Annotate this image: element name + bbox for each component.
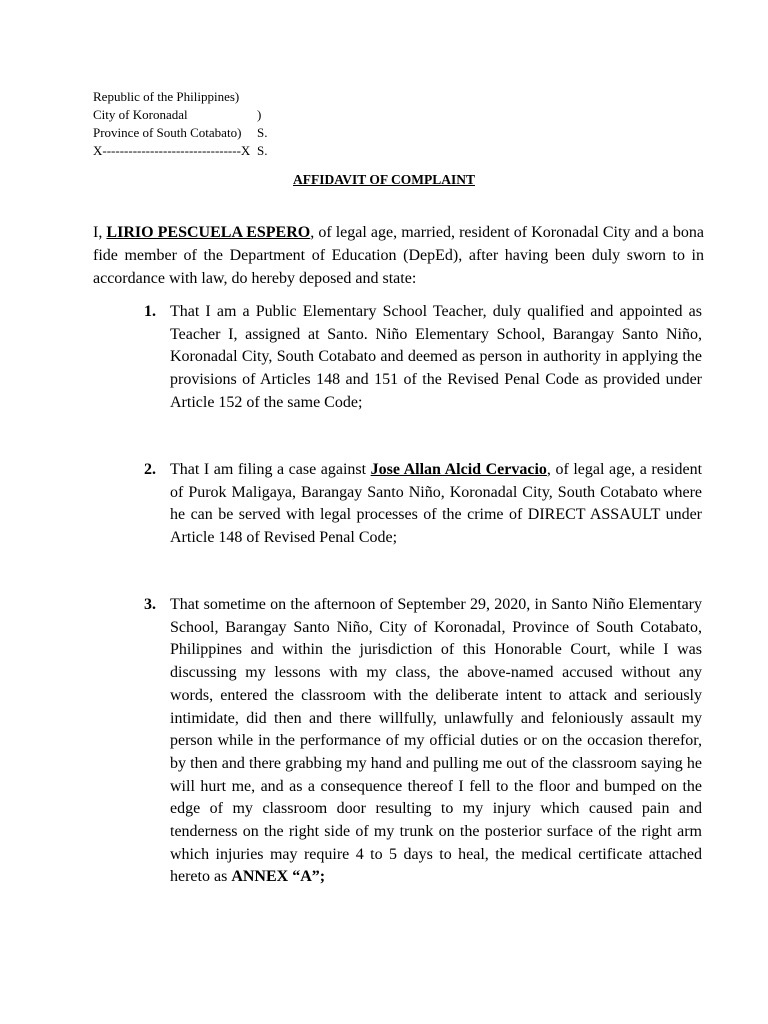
document-title: AFFIDAVIT OF COMPLAINT bbox=[292, 172, 475, 187]
venue-republic: Republic of the Philippines) bbox=[93, 89, 240, 104]
paragraph-3-number: 3. bbox=[144, 596, 156, 613]
venue-ss: ) S. S. bbox=[257, 107, 268, 158]
paragraph-2-post: , of legal age, a resident of Purok Maligaya, Barangay Santo Niño, Koronadal City, South Cotabato where he can be served with legal processes of the crime of DIRECT ASSAULT under Article 148 of Revised Penal Code; bbox=[170, 461, 703, 547]
venue-city: City of Koronadal bbox=[93, 107, 188, 122]
intro-paragraph bbox=[93, 221, 704, 290]
paragraph-3 bbox=[170, 594, 702, 889]
paragraph-1-text: That I am a Public Elementary School Teacher, duly qualified and appointed as Teacher I, assigned at Santo. Niño Elementary School, Barangay Santo Niño, Koronadal City, South Cotabato and deemed as person in authority in applying the provisions of Articles 148 and 151 of the Revised Penal Code as provided under Article 152 of the same Code; bbox=[170, 303, 702, 411]
intro-prefix: I, bbox=[93, 224, 107, 241]
venue-province: Province of South Cotabato) bbox=[93, 125, 242, 140]
respondent-name: Jose Allan Alcid Cervacio bbox=[370, 461, 547, 478]
affiant-name: LIRIO PESCUELA ESPERO bbox=[106, 224, 311, 241]
venue-block bbox=[93, 88, 268, 160]
paragraph-3-text: That sometime on the afternoon of September 29, 2020, in Santo Niño Elementary School, Barangay Santo Niño, City of Koronadal, Province of South Cotabato, Philippines and within the jurisdiction of this Honorable Court, while I was discussing my lessons with my class, the above-named accused without any words, entered the classroom with the deliberate intent to attack and seriously intimidate, did then and there willfully, unlawfully and feloniously assault my person while in the performance of my official duties or on the occasion therefor, by then and there grabbing my hand and pulling me out of the classroom saying he will hurt me, and as a consequence thereof I fell to the floor and bumped on the edge of my classroom door resulting to my injury which caused pain and tenderness on the right side of my trunk on the posterior surface of the right arm which injuries may require 4 to 5 days to heal, the medical certificate attached hereto as bbox=[170, 596, 702, 886]
annex-label: ANNEX “A”; bbox=[231, 868, 326, 886]
paragraph-2 bbox=[170, 459, 702, 550]
paragraph-2-pre: That I am filing a case against bbox=[170, 461, 371, 478]
paragraph-1-number: 1. bbox=[144, 303, 156, 320]
intro-text: , of legal age, married, resident of Koronadal City and a bona fide member of the Department of Education (DepEd), after having been duly sworn to in accordance with law, do hereby deposed and state: bbox=[93, 224, 704, 287]
venue-separator: X--------------------------------X bbox=[93, 143, 251, 158]
paragraph-2-number: 2. bbox=[144, 461, 156, 478]
